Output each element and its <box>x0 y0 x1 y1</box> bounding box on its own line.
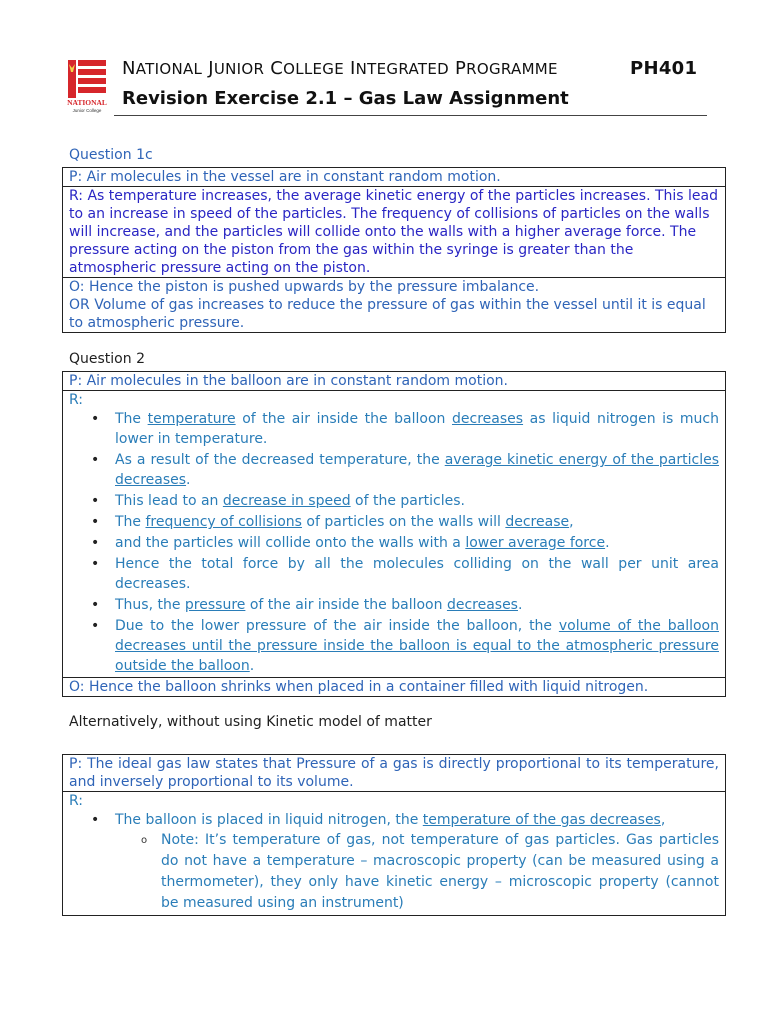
list-item: • The temperature of the air inside the balloon decreases as liquid nitrogen is much lower in temperature. <box>115 409 719 449</box>
q2-point-row: P: Air molecules in the balloon are in constant random motion. <box>63 372 725 391</box>
q1c-point-row: P: Air molecules in the vessel are in constant random motion. <box>63 168 725 187</box>
q1c-alternative-outcome: OR Volume of gas increases to reduce the pressure of gas within the vessel until it is equal to atmospheric pressure. <box>69 297 706 331</box>
document-title: Revision Exercise 2.1 – Gas Law Assignment <box>122 88 569 109</box>
q1c-reason-row: R: As temperature increases, the average kinetic energy of the particles increases. This lead to an increase in speed of the particles. The frequency of collisions of particles on the walls will increase, and the particles will collide onto the walls with a higher average force. The pressure acting on the piston from the gas within the syringe is greater than the atmospheric pressure acting on the piston. <box>63 187 725 278</box>
alternative-answer-table <box>62 754 726 916</box>
question-2-label: Question 2 <box>69 351 145 367</box>
q2-reason-list <box>69 409 719 676</box>
list-item: • Hence the total force by all the molecules colliding on the wall per unit area decreases. <box>115 554 719 594</box>
question-2-answer-table <box>62 371 726 697</box>
alt-reason-list <box>69 810 719 914</box>
header-divider <box>114 115 707 116</box>
note-item: o Note: It’s temperature of gas, not temperature of gas particles. Gas particles do not have a temperature – macroscopic property (can be measured using a thermometer), they only have kinetic energy – microscopic property (cannot be measured using an instrument) <box>161 830 719 914</box>
q1c-outcome-text: O: Hence the piston is pushed upwards by the pressure imbalance. <box>69 279 540 295</box>
logo-subtext: Junior College <box>72 108 102 113</box>
alt-point-row: P: The ideal gas law states that Pressure of a gas is directly proportional to its temperature, and inversely proportional to its volume. <box>63 755 725 792</box>
college-logo <box>65 58 109 114</box>
list-item: • The balloon is placed in liquid nitrogen, the temperature of the gas decreases, o Note: It’s temperature of gas, not temperature of gas particles. Gas particles do not have a temperature – macroscopic property (can be measured using a thermometer), they only have kinetic energy – microscopic property (cannot be measured using an instrument) <box>115 810 719 914</box>
q2-reason-label: R: <box>69 392 84 408</box>
list-item: • The frequency of collisions of particles on the walls will decrease, <box>115 512 719 532</box>
list-item: • Due to the lower pressure of the air inside the balloon, the volume of the balloon decreases until the pressure inside the balloon is equal to the atmospheric pressure outside the balloon. <box>115 616 719 676</box>
alt-reason-label: R: <box>69 793 84 809</box>
alternative-method-label: Alternatively, without using Kinetic model of matter <box>69 714 432 730</box>
organization-name: NATIONAL JUNIOR COLLEGE INTEGRATED PROGRAMME PH401 <box>122 58 698 79</box>
list-item: • Thus, the pressure of the air inside the balloon decreases. <box>115 595 719 615</box>
list-item: • and the particles will collide onto the walls with a lower average force. <box>115 533 719 553</box>
logo-text: NATIONAL <box>67 98 107 107</box>
q1c-outcome-row <box>63 278 725 332</box>
q2-outcome-row: O: Hence the balloon shrinks when placed in a container filled with liquid nitrogen. <box>69 679 649 695</box>
question-1c-answer-table <box>62 167 726 333</box>
alt-sub-list <box>115 830 719 914</box>
course-code: PH401 <box>630 58 698 79</box>
question-1c-label: Question 1c <box>69 147 153 163</box>
q2-reason-row <box>63 391 725 678</box>
list-item: • This lead to an decrease in speed of the particles. <box>115 491 719 511</box>
alt-reason-row <box>63 792 725 914</box>
list-item: • As a result of the decreased temperature, the average kinetic energy of the particles decreases. <box>115 450 719 490</box>
